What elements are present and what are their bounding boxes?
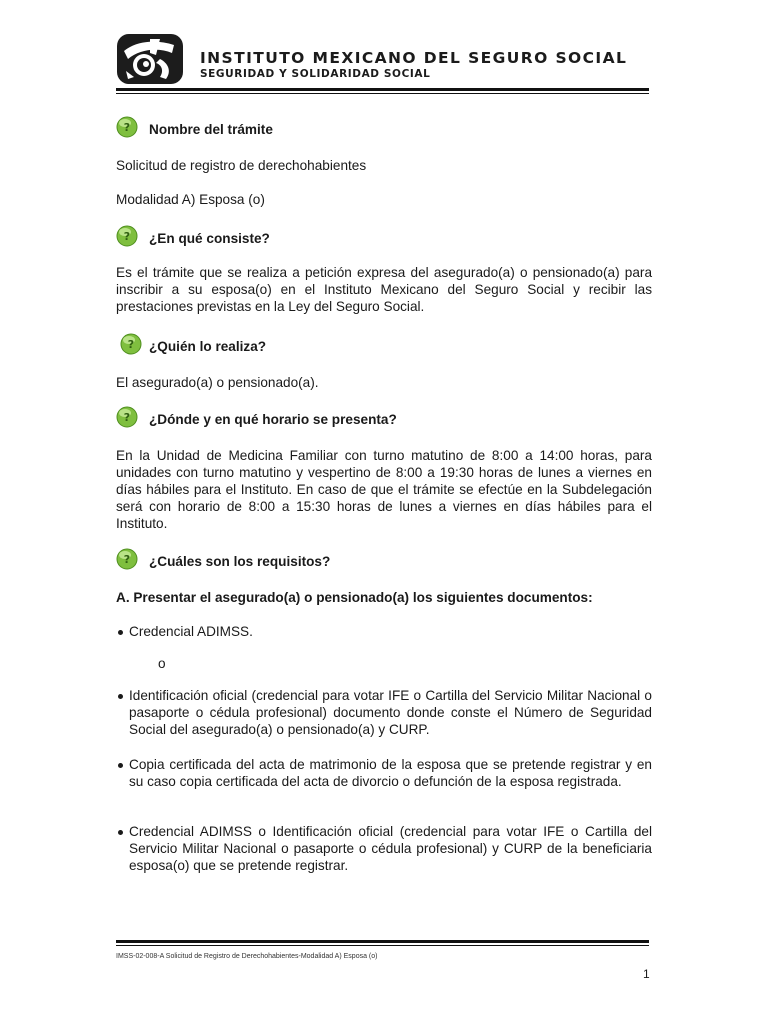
list-item: Credencial ADIMSS. <box>129 624 253 639</box>
question-icon <box>116 406 138 428</box>
bullet-icon <box>118 763 123 768</box>
section-title: ¿Cuáles son los requisitos? <box>149 554 331 569</box>
footer-rule-thin <box>116 945 649 946</box>
question-icon <box>116 225 138 247</box>
header-rule-thin <box>116 93 649 94</box>
consiste-text: Es el trámite que se realiza a petición expresa del asegurado(a) o pensionado(a) para inscribir a su esposa(o) en el Instituto Mexicano del Seguro Social y recibir las prestaciones previstas en la Ley del Seguro Social. <box>116 265 652 314</box>
tramite-modalidad: Modalidad A) Esposa (o) <box>116 192 265 207</box>
svg-text:?: ? <box>123 230 131 243</box>
svg-text:?: ? <box>123 411 131 424</box>
footer-rule-thick <box>116 940 649 943</box>
requisitos-subheading: A. Presentar el asegurado(a) o pensionado(a) los siguientes documentos: <box>116 590 593 605</box>
footer-doc-reference: IMSS-02-008-A Solicitud de Registro de Derechohabientes-Modalidad A) Esposa (o) <box>116 953 378 960</box>
svg-text:?: ? <box>123 553 131 566</box>
svg-text:?: ? <box>127 338 135 351</box>
bullet-icon <box>118 830 123 835</box>
list-item: Copia certificada del acta de matrimonio de la esposa que se pretende registrar y en su caso copia certificada del acta de divorcio o defunción de la esposa registrada. <box>129 757 652 789</box>
section-title: Nombre del trámite <box>149 122 273 137</box>
question-icon <box>116 548 138 570</box>
page-number: 1 <box>643 967 650 981</box>
list-separator: o <box>158 656 166 671</box>
header-rule-thick <box>116 88 649 91</box>
document-header <box>116 33 649 97</box>
section-title: ¿Dónde y en qué horario se presenta? <box>149 412 397 427</box>
question-icon <box>120 333 142 355</box>
org-subtitle: SEGURIDAD Y SOLIDARIDAD SOCIAL <box>200 68 431 80</box>
org-name: INSTITUTO MEXICANO DEL SEGURO SOCIAL <box>200 49 628 67</box>
svg-text:?: ? <box>123 121 131 134</box>
tramite-name: Solicitud de registro de derechohabientes <box>116 158 367 173</box>
list-item: Credencial ADIMSS o Identificación oficial (credencial para votar IFE o Cartilla del Servicio Militar Nacional o pasaporte o cédula profesional) y CURP de la beneficiaria esposa(o) que se pretende registrar. <box>129 824 652 873</box>
bullet-icon <box>118 694 123 699</box>
section-title: ¿Quién lo realiza? <box>149 339 267 354</box>
question-icon <box>116 116 138 138</box>
quien-text: El asegurado(a) o pensionado(a). <box>116 375 319 390</box>
section-title: ¿En qué consiste? <box>149 231 270 246</box>
list-item: Identificación oficial (credencial para votar IFE o Cartilla del Servicio Militar Nacional o pasaporte o cédula profesional) documento donde conste el Número de Seguridad Social del asegurado(a) o pensionado(a) y CURP. <box>129 688 652 737</box>
bullet-icon <box>118 630 123 635</box>
imss-logo <box>116 33 184 85</box>
donde-text: En la Unidad de Medicina Familiar con turno matutino de 8:00 a 14:00 horas, para unidades con turno matutino y vespertino de 8:00 a 19:30 horas de lunes a viernes en días hábiles para el Instituto. En caso de que el trámite se efectúe en la Subdelegación será con horario de 8:00 a 15:30 horas de lunes a viernes en días hábiles para el Instituto. <box>116 448 652 531</box>
